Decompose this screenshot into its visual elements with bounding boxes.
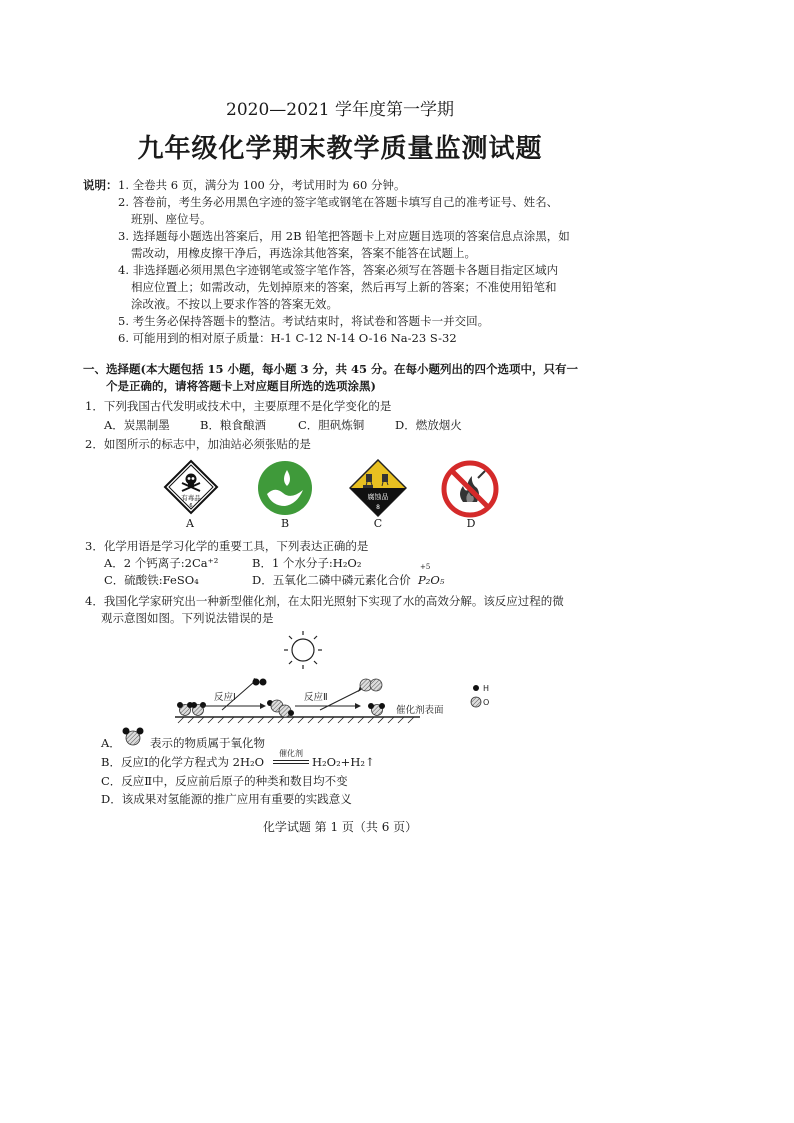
- hydrogen-peroxide: [267, 700, 294, 717]
- legend-h: H: [483, 684, 490, 693]
- question-3-option-a: A．2 个钙离子:2Ca⁺²: [104, 556, 219, 570]
- sun-icon: [284, 631, 322, 669]
- sign-c-number: 8: [376, 504, 380, 511]
- sign-no-fire: [441, 460, 499, 518]
- note-4-cont: 相应位置上；如需改动，先划掉原来的答案，然后再写上新的答案；不准使用铅笔和: [131, 280, 557, 294]
- note-4-cont2: 涂改液。不按以上要求作答的答案无效。: [131, 297, 338, 311]
- sign-a-label: A: [186, 517, 194, 530]
- note-2-cont: 班别、座位号。: [131, 212, 212, 226]
- note-3: 3. 选择题每小题选出答案后，用 2B 铅笔把答题卡上对应题目选项的答案信息点涂黑，如: [118, 229, 570, 243]
- sign-c-label: C: [373, 517, 383, 530]
- question-3-option-c: C．硫酸铁:FeSO₄: [104, 573, 199, 587]
- question-4-option-b-prefix: B．反应Ⅰ的化学方程式为 2H₂O: [101, 755, 265, 769]
- section-1-heading: 一、选择题(本大题包括 15 小题，每小题 3 分，共 45 分。在每小题列出的四个选项中，只有一: [83, 362, 578, 376]
- exam-title: 九年级化学期末教学质量监测试题: [137, 134, 543, 164]
- valence-label: +5: [420, 563, 431, 571]
- section-1-heading-cont: 个是正确的，请将答题卡上对应题目所选的选项涂黑): [106, 379, 376, 393]
- equation-line: [273, 760, 309, 761]
- question-1-option-d: D．燃放烟火: [395, 418, 462, 432]
- sign-corrosive: [349, 459, 407, 517]
- note-3-cont: 需改动，用橡皮擦干净后，再选涂其他答案，答案不能答在试题上。: [131, 246, 476, 260]
- notes-label: 说明：: [83, 178, 118, 192]
- question-4-stem: 4．我国化学家研究出一种新型催化剂，在太阳光照射下实现了水的高效分解。该反应过程的微: [85, 594, 564, 608]
- reaction-diagram: [170, 630, 510, 730]
- question-1-stem: 1．下列我国古代发明或技术中，主要原理不是化学变化的是: [85, 399, 392, 413]
- sign-water-saving: [257, 460, 313, 516]
- sign-a-number: 6: [189, 503, 193, 509]
- catalyst-condition: 催化剂: [279, 749, 303, 758]
- equation-line-2: [273, 763, 309, 764]
- question-1-option-c: C．胆矾炼铜: [298, 418, 365, 432]
- note-1: 1. 全卷共 6 页，满分为 100 分，考试用时为 60 分钟。: [118, 178, 406, 192]
- question-1-option-b: B．粮食酿酒: [200, 418, 266, 432]
- reaction-1-label: 反应Ⅰ: [214, 692, 236, 703]
- water-molecules: [177, 702, 206, 716]
- note-4: 4. 非选择题必须用黑色字迹钢笔或签字笔作答，答案必须写在答题卡各题目指定区域内: [118, 263, 559, 277]
- page-footer: 化学试题 第 1 页（共 6 页）: [262, 820, 418, 834]
- question-2-stem: 2．如图所示的标志中，加油站必须张贴的是: [85, 437, 311, 451]
- question-4-option-a-prefix: A．: [101, 736, 121, 750]
- sign-a-text: 有毒品: [181, 494, 201, 502]
- question-3-option-d: D．五氧化二磷中磷元素化合价: [252, 573, 411, 587]
- question-4-stem-cont: 观示意图如图。下列说法错误的是: [101, 611, 274, 625]
- question-3-stem: 3．化学用语是学习化学的重要工具，下列表达正确的是: [85, 539, 369, 553]
- question-1-option-a: A．炭黑制墨: [104, 418, 170, 432]
- legend-o: O: [483, 698, 490, 707]
- question-4-option-c: C．反应Ⅱ中，反应前后原子的种类和数目均不变: [101, 774, 348, 788]
- sign-toxic: [163, 459, 219, 515]
- question-4-option-d: D．该成果对氢能源的推广应用有重要的实践意义: [101, 792, 352, 806]
- question-4-option-a: 表示的物质属于氧化物: [150, 736, 265, 750]
- school-year: 2020—2021 学年度第一学期: [226, 100, 454, 120]
- sign-b-label: B: [280, 517, 290, 530]
- sign-d-label: D: [466, 517, 476, 530]
- note-6: 6. 可能用到的相对原子质量：H-1 C-12 N-14 O-16 Na-23 S-32: [118, 331, 457, 345]
- catalyst-surface-label: 催化剂表面: [396, 705, 444, 716]
- p2o5-formula: P₂O₅: [418, 573, 445, 587]
- sign-c-text: 腐蚀品: [367, 493, 389, 501]
- reaction-2-label: 反应Ⅱ: [304, 692, 328, 703]
- water-molecule-icon: [120, 724, 146, 748]
- note-2: 2. 答卷前，考生务必用黑色字迹的签字笔或钢笔在答题卡填写自己的准考证号、姓名、: [118, 195, 559, 209]
- question-4-option-b-products: H₂O₂+H₂↑: [312, 755, 375, 769]
- note-5: 5. 考生务必保持答题卡的整洁。考试结束时，将试卷和答题卡一并交回。: [118, 314, 490, 328]
- question-3-option-b: B．1 个水分子:H₂O₂: [252, 556, 362, 570]
